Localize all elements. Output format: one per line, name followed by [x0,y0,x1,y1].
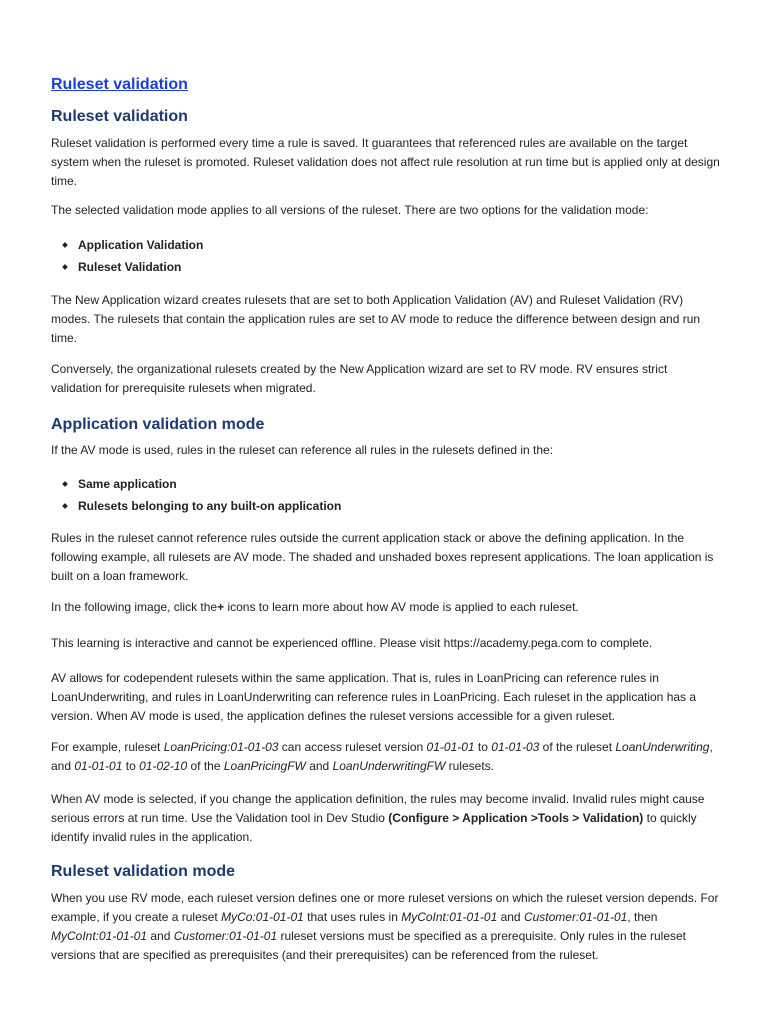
paragraph: This learning is interactive and cannot be experienced offline. Please visit https://academy.pega.com to complete. [51,636,653,650]
heading-ruleset-validation: Ruleset validation [51,108,188,125]
paragraph: AV allows for codependent rulesets within the same application. That is, rules in LoanPricing can reference rules in LoanUnderwriting, and rules in LoanUnderwriting can reference rules in LoanPricing. Each ruleset in the application has a version. When AV mode is used, the application defines the ruleset versions accessible for a given ruleset. [51,671,697,723]
paragraph: Rules in the ruleset cannot reference rules outside the current application stack or above the defining application. In the following example, all rulesets are AV mode. The shaded and unshaded boxes represent applications. The loan application is built on a loan framework. [51,531,714,583]
paragraph: Conversely, the organizational rulesets created by the New Application wizard are set to RV mode. RV ensures strict validation for prerequisite rulesets when migrated. [51,362,668,395]
bullet-icon [62,503,68,509]
plus-icon: + [217,600,225,614]
list-item: Same application [51,473,341,495]
paragraph: For example, ruleset LoanPricing:01-01-03 can access ruleset version 01-01-01 to 01-01-03 of the ruleset LoanUnderwriting, and 01-01-01 to 01-02-10 of the LoanPricingFW and LoanUnderwritingFW rulesets. [51,740,713,773]
bullet-icon [62,481,68,487]
ruleset-validation-link[interactable]: Ruleset validation [51,76,188,93]
validation-options-list [51,234,203,278]
list-item: Rulesets belonging to any built-on application [51,495,341,517]
bullet-icon [62,242,68,248]
paragraph: The New Application wizard creates rulesets that are set to both Application Validation (AV) and Ruleset Validation (RV) modes. The rulesets that contain the application rules are set to AV mode to reduce the difference between design and run time. [51,293,701,345]
paragraph: In the following image, click the+ icons to learn more about how AV mode is applied to each ruleset. [51,600,579,614]
paragraph: If the AV mode is used, rules in the ruleset can reference all rules in the rulesets defined in the: [51,443,554,457]
heading-ruleset-validation-mode: Ruleset validation mode [51,863,236,880]
paragraph: The selected validation mode applies to all versions of the ruleset. There are two options for the validation mode: [51,203,649,217]
heading-application-validation-mode: Application validation mode [51,416,265,433]
bullet-icon [62,264,68,270]
paragraph: Ruleset validation is performed every time a rule is saved. It guarantees that referenced rules are available on the target system when the ruleset is promoted. Ruleset validation does not affect rule resolution at run time but is applied only at design time. [51,136,720,188]
paragraph: When AV mode is selected, if you change the application definition, the rules may become invalid. Invalid rules might cause serious errors at run time. Use the Validation tool in Dev Studio (Configure > Application >Tools > Validation) to quickly identify invalid rules in the application. [51,792,705,844]
list-item: Ruleset Validation [51,256,203,278]
paragraph: When you use RV mode, each ruleset version defines one or more ruleset versions on which the ruleset version depends. For example, if you create a ruleset MyCo:01-01-01 that uses rules in MyCoInt:01-01-01 and Customer:01-01-01, then MyCoInt:01-01-01 and Customer:01-01-01 ruleset versions must be specified as a prerequisite. Only rules in the ruleset versions that are specified as prerequisites (and their prerequisites) can be referenced from the ruleset. [51,891,719,962]
list-item: Application Validation [51,234,203,256]
av-scope-list [51,473,341,517]
